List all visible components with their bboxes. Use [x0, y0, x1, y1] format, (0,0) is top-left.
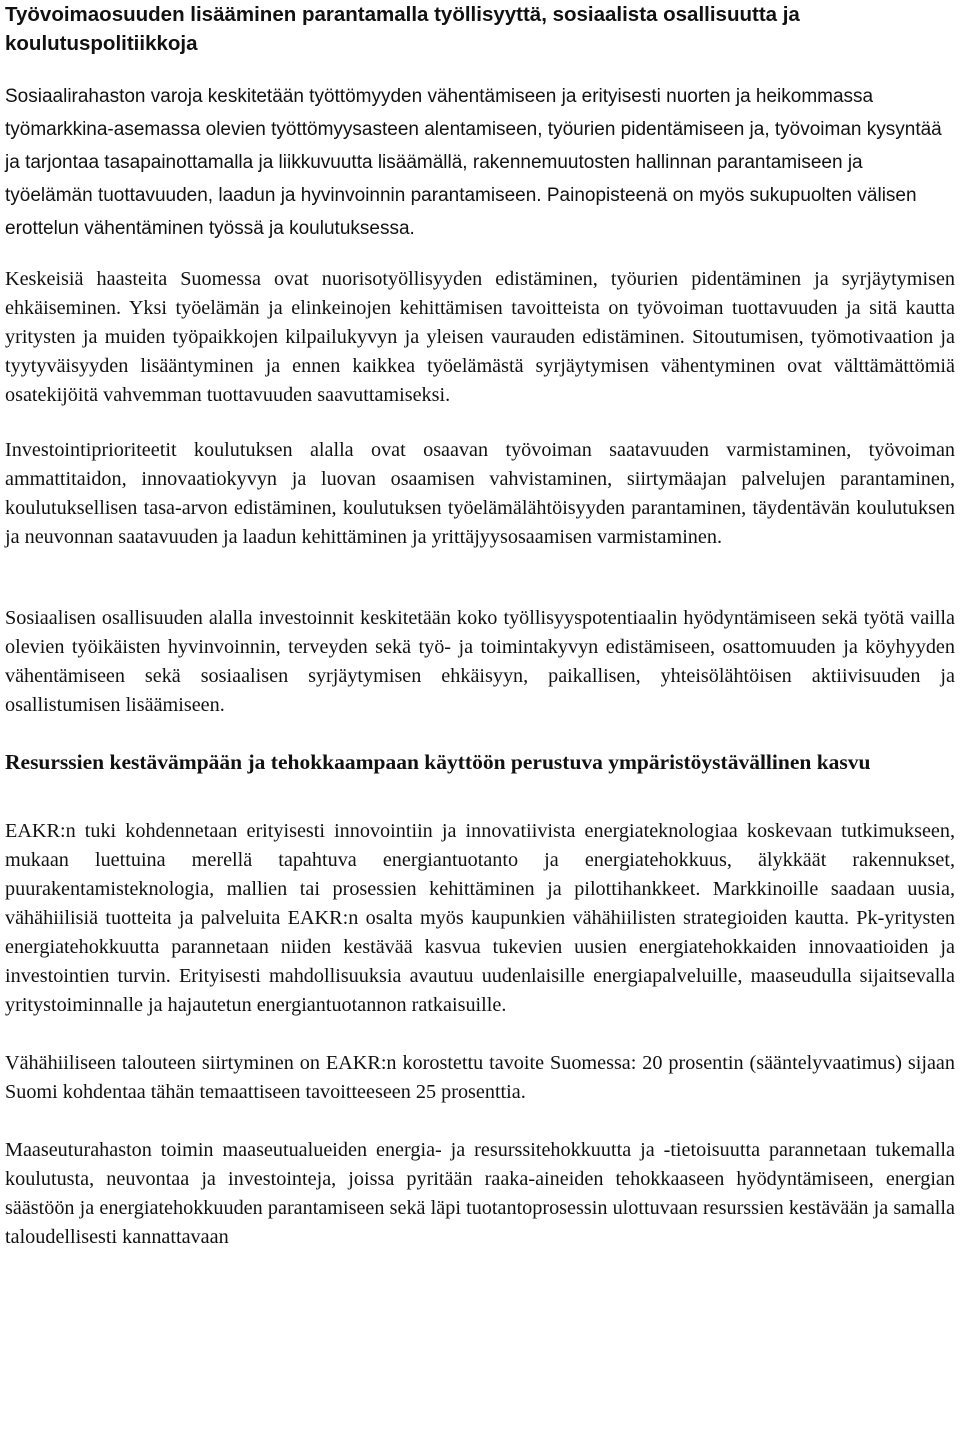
paragraph-eakr-support: EAKR:n tuki kohdennetaan erityisesti innovointiin ja innovatiivista energiateknologiaa koskevaan tutkimukseen, mukaan luettuina merellä tapahtuva energiantuotanto ja energiatehokkuus, älykkäät rakennukset, puurakentamisteknologia, mallien tai prosessien kehittäminen ja pilottihankkeet. Markkinoille saadaan uusia, vähähiilisiä tuotteita ja palveluita EAKR:n osalta myös kaupunkien vähähiilisten strategioiden kautta. Pk-yritysten energiatehokkuutta parannetaan niiden kestävää kasvua tukevien uusien energiatehokkaiden innovaatioiden ja investointien turvin. Erityisesti mahdollisuuksia avautuu uudenlaisille energiapalveluille, maaseudulla sijaitsevalla yritystoiminnalle ja hajautetun energiantuotannon ratkaisuille.	[5, 820, 955, 1016]
section-heading-green-growth: Resurssien kestävämpään ja tehokkaampaan käyttöön perustuva ympäristöystävällinen kasvu	[5, 750, 871, 774]
paragraph-social-fund: Sosiaalirahaston varoja keskitetään työttömyyden vähentämiseen ja erityisesti nuorten ja heikommassa työmarkkina-asemassa olevien työttömyysasteen alentamiseen, työurien pidentämiseen ja, työvoiman kysyntää ja tarjontaa tasapainottamalla ja liikkuvuutta lisäämällä, rakennemuutosten hallinnan parantamiseen ja työelämän tuottavuuden, laadun ja hyvinvoinnin parantamiseen. Painopisteenä on myös sukupuolten välisen erottelun vähentäminen työssä ja koulutuksessa.	[5, 86, 942, 239]
paragraph-education-priorities: Investointiprioriteetit koulutuksen alalla ovat osaavan työvoiman saatavuuden varmistaminen, työvoiman ammattitaidon, innovaatiokyvyn ja luovan osaamisen vahvistaminen, siirtymäajan palvelujen parantaminen, koulutuksellisen tasa-arvon edistäminen, koulutuksen työelämälähtöisyyden parantaminen, täydentävän koulutuksen ja neuvonnan saatavuuden ja laadun kehittäminen ja yrittäjyysosaamisen varmistaminen.	[5, 439, 955, 548]
paragraph-key-challenges: Keskeisiä haasteita Suomessa ovat nuorisotyöllisyyden edistäminen, työurien pidentäminen ja syrjäytymisen ehkäiseminen. Yksi työelämän ja elinkeinojen kehittämisen tavoitteista on työvoiman tuottavuuden ja sitä kautta yritysten ja muiden työpaikkojen kilpailukyvyn ja yleisen vaurauden edistäminen. Sitoutumisen, työmotivaation ja tyytyväisyyden lisääntyminen ja ennen kaikkea työelämästä syrjäytymisen vähentyminen ovat välttämättömiä osatekijöitä vahvemman tuottavuuden saavuttamiseksi.	[5, 268, 955, 406]
paragraph-rural-fund: Maaseuturahaston toimin maaseutualueiden energia- ja resurssitehokkuutta ja -tietoisuutta parannetaan tukemalla koulutusta, neuvontaa ja investointeja, joissa pyritään raaka-aineiden tehokkaaseen hyödyntämiseen, energian säästöön ja energiatehokkuuden parantamiseen sekä läpi tuotantoprosessin ulottuvaan resurssien kestävään ja samalla taloudellisesti kannattavaan	[5, 1139, 955, 1248]
section-heading-employment: Työvoimaosuuden lisääminen parantamalla työllisyyttä, sosiaalista osallisuutta ja koulutuspolitiikkoja	[5, 3, 800, 55]
document-page	[5, 0, 955, 1252]
paragraph-social-inclusion: Sosiaalisen osallisuuden alalla investoinnit keskitetään koko työllisyyspotentiaalin hyödyntämiseen sekä työtä vailla olevien työikäisten hyvinvoinnin, terveyden sekä työ- ja toimintakyvyn edistämiseen, osattomuuden ja köyhyyden vähentämiseen sekä sosiaalisen syrjäytymisen ehkäisyyn, paikallisen, yhteisölähtöisen aktiivisuuden ja osallistumisen lisäämiseen.	[5, 607, 955, 716]
paragraph-low-carbon: Vähähiiliseen talouteen siirtyminen on EAKR:n korostettu tavoite Suomessa: 20 prosentin (sääntelyvaatimus) sijaan Suomi kohdentaa tähän temaattiseen tavoitteeseen 25 prosenttia.	[5, 1052, 955, 1103]
